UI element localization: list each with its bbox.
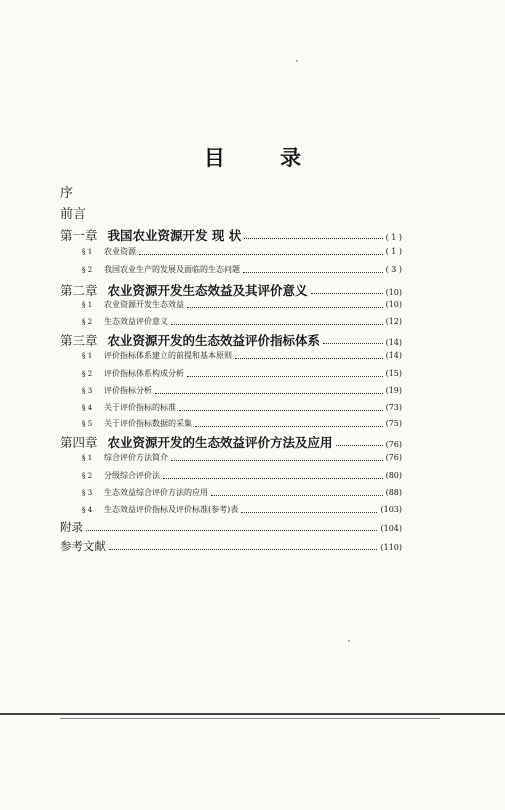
page-number: ( 3 ) xyxy=(385,265,402,274)
chapter-title: 我国农业资源开发 现 状 xyxy=(107,228,242,243)
leader-dots xyxy=(311,293,383,294)
toc-appendix xyxy=(60,519,402,535)
toc-section xyxy=(82,385,402,396)
leader-dots xyxy=(187,307,383,308)
leader-dots xyxy=(179,410,383,411)
leader-dots xyxy=(195,426,383,427)
toc-section xyxy=(82,350,402,361)
toc-foreword-label: 前言 xyxy=(60,207,87,222)
chapter-title: 农业资源开发生态效益及其评价意义 xyxy=(107,283,308,298)
page-number: (88) xyxy=(385,488,402,497)
page-number: (14) xyxy=(385,351,402,360)
section-title: 农业资源开发生态效益 xyxy=(104,300,184,309)
section-title: 评价指标体系建立的前提和基本原则 xyxy=(104,351,232,360)
section-title: 分级综合评价法 xyxy=(104,471,160,480)
page-number: (76) xyxy=(385,440,402,449)
chapter-number: 第四章 xyxy=(60,435,98,450)
page-number: (12) xyxy=(385,317,402,326)
page-number: (15) xyxy=(385,369,402,378)
toc-chapter xyxy=(60,331,402,349)
toc-section xyxy=(82,264,402,275)
page-number: (76) xyxy=(385,453,402,462)
toc-section xyxy=(82,316,402,327)
page-number: (10) xyxy=(385,288,402,297)
toc-chapter xyxy=(60,226,402,244)
leader-dots xyxy=(211,495,383,496)
toc-chapter xyxy=(60,281,402,299)
toc-section xyxy=(82,452,402,463)
page-number: (75) xyxy=(385,419,402,428)
bottom-rule xyxy=(0,713,505,715)
leader-dots xyxy=(171,460,383,461)
chapter-number: 第一章 xyxy=(60,228,98,243)
toc-section xyxy=(82,299,402,310)
page-title: 目 录 xyxy=(203,145,326,170)
toc-preface xyxy=(60,182,73,201)
section-title: 关于评价指标数据的采集 xyxy=(104,419,192,428)
page-number: ( 1 ) xyxy=(385,247,402,256)
page-number: (10) xyxy=(385,300,402,309)
section-number: § 2 xyxy=(82,266,93,274)
page-number: (19) xyxy=(385,386,402,395)
toc-section xyxy=(82,418,402,429)
leader-dots xyxy=(139,254,383,255)
section-title: 生态效益评价意义 xyxy=(104,317,168,326)
toc-foreword xyxy=(60,203,86,222)
page-number: (80) xyxy=(385,471,402,480)
leader-dots xyxy=(109,549,377,550)
scan-speck xyxy=(296,60,298,62)
section-number: § 1 xyxy=(82,352,93,360)
page-number: (14) xyxy=(385,338,402,347)
page-number: ( 1 ) xyxy=(385,233,402,242)
section-title: 评价指标分析 xyxy=(104,386,152,395)
toc-section xyxy=(82,487,402,498)
toc-chapter xyxy=(60,433,402,451)
appendix-label: 附录 xyxy=(60,520,83,534)
section-number: § 2 xyxy=(82,472,93,480)
toc-section xyxy=(82,470,402,481)
leader-dots xyxy=(336,445,383,446)
section-title: 评价指标体系构成分析 xyxy=(104,369,184,378)
leader-dots xyxy=(155,393,383,394)
toc-section xyxy=(82,402,402,413)
section-number: § 2 xyxy=(82,370,93,378)
section-title: 我国农业生产的发展及面临的生态问题 xyxy=(104,265,240,274)
toc-section xyxy=(82,504,402,515)
section-number: § 1 xyxy=(82,454,93,462)
page-number: (104) xyxy=(380,524,402,533)
chapter-title: 农业资源开发的生态效益评价指标体系 xyxy=(107,333,321,348)
section-number: § 4 xyxy=(82,404,93,412)
leader-dots xyxy=(187,376,383,377)
bottom-rule-thin xyxy=(60,718,440,719)
section-number: § 3 xyxy=(82,387,93,395)
leader-dots xyxy=(163,478,383,479)
toc-preface-label: 序 xyxy=(60,186,74,201)
leader-dots xyxy=(243,272,383,273)
page-number: (110) xyxy=(380,543,402,552)
section-title: 关于评价指标的标准 xyxy=(104,403,176,412)
leader-dots xyxy=(244,238,382,239)
chapter-title: 农业资源开发的生态效益评价方法及应用 xyxy=(107,435,333,450)
chapter-number: 第二章 xyxy=(60,283,98,298)
page-number: (73) xyxy=(385,403,402,412)
section-title: 综合评价方法简介 xyxy=(104,453,168,462)
toc-section xyxy=(82,246,402,257)
leader-dots xyxy=(235,358,383,359)
leader-dots xyxy=(86,530,377,531)
leader-dots xyxy=(323,343,383,344)
leader-dots xyxy=(241,512,377,513)
section-number: § 1 xyxy=(82,301,93,309)
section-number: § 1 xyxy=(82,248,93,256)
section-number: § 3 xyxy=(82,489,93,497)
section-title: 生态效益评价指标及评价标准(参考)表 xyxy=(104,505,239,514)
leader-dots xyxy=(171,324,383,325)
page-number: (103) xyxy=(380,505,402,514)
section-number: § 2 xyxy=(82,318,93,326)
section-number: § 4 xyxy=(82,506,93,514)
scan-speck xyxy=(348,640,350,642)
toc-section xyxy=(82,368,402,379)
references-label: 参考文献 xyxy=(60,539,106,553)
section-title: 生态效益综合评价方法的应用 xyxy=(104,488,208,497)
section-title: 农业资源 xyxy=(104,247,136,256)
section-number: § 5 xyxy=(82,420,93,428)
chapter-number: 第三章 xyxy=(60,333,98,348)
toc-references xyxy=(60,538,402,554)
